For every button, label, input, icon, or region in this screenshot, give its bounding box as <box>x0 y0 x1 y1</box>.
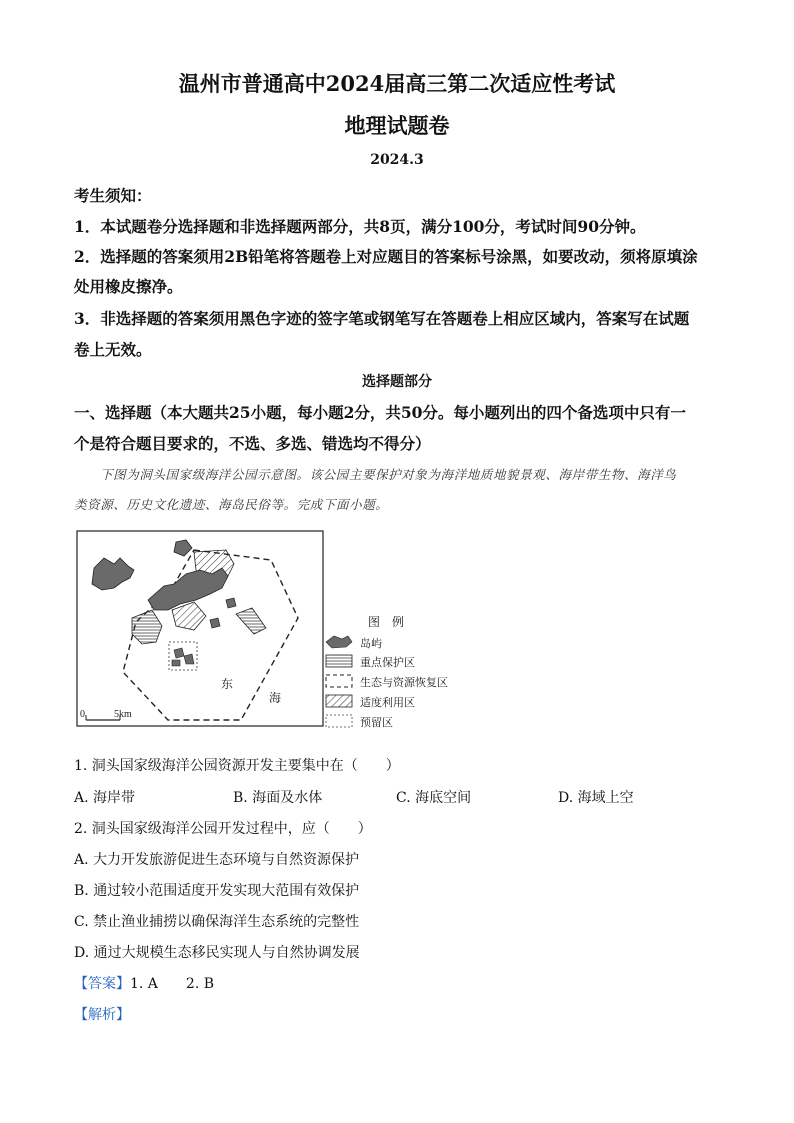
map-legend <box>320 612 470 737</box>
park-map-svg <box>76 530 326 728</box>
park-map <box>76 530 326 728</box>
legend-label-reserve: 预留区 <box>360 717 393 729</box>
notice-heading: 考生须知： <box>74 186 152 205</box>
question-1-option-c: C. 海底空间 <box>396 790 472 806</box>
question-2-option-a: A. 大力开发旅游促进生态环境与自然资源保护 <box>74 852 360 868</box>
legend-restoration-icon <box>326 675 352 687</box>
answer-value: 1. A 2. B <box>130 976 215 992</box>
legend-label-key-protection: 重点保护区 <box>360 657 415 669</box>
notice-item-3: 3．非选择题的答案须用黑色字迹的签字笔或钢笔写在答题卷上相应区域内，答案写在试题 <box>74 309 690 328</box>
question-1-option-b: B. 海面及水体 <box>233 790 323 806</box>
question-1-option-a: A. 海岸带 <box>74 790 136 806</box>
question-2-stem: 2. 洞头国家级海洋公园开发过程中，应（ ） <box>74 821 372 837</box>
scale-zero: 0 <box>80 709 85 720</box>
answer-row <box>74 973 214 993</box>
notice-item-2: 2．选择题的答案须用2B铅笔将答题卷上对应题目的答案标号涂黑，如要改动，须将原填涂 <box>74 247 698 266</box>
legend-key-protection-icon <box>326 655 352 667</box>
question-2-option-c: C. 禁止渔业捕捞以确保海洋生态系统的完整性 <box>74 914 360 930</box>
legend-island-icon <box>326 636 352 648</box>
sea-label-2: 海 <box>269 691 282 705</box>
island-reserve-2 <box>184 654 194 664</box>
question-2-option-b: B. 通过较小范围适度开发实现大范围有效保护 <box>74 883 360 899</box>
island-reserve-1 <box>174 648 184 658</box>
exam-title: 温州市普通高中2024届高三第二次适应性考试 <box>178 71 616 96</box>
section-instruction-1: 一、选择题（本大题共25小题，每小题2分，共50分。每小题列出的四个备选项中只有一 <box>74 403 686 422</box>
subject-title: 地理试题卷 <box>344 113 450 138</box>
legend-label-restoration: 生态与资源恢复区 <box>360 677 448 689</box>
section-title: 选择题部分 <box>362 374 432 390</box>
notice-item-3-cont: 卷上无效。 <box>74 340 152 359</box>
intro-line-2: 类资源、历史文化遗迹、海岛民俗等。完成下面小题。 <box>74 497 389 512</box>
legend-svg <box>320 612 470 737</box>
question-2-option-d: D. 通过大规模生态移民实现人与自然协调发展 <box>74 945 360 961</box>
legend-reserve-icon <box>326 715 352 727</box>
scale-label: 5km <box>114 709 132 720</box>
sea-label-1: 东 <box>221 677 234 691</box>
island-reserve-3 <box>172 660 180 666</box>
legend-title: 图 例 <box>368 615 405 629</box>
legend-label-island: 岛屿 <box>360 638 382 650</box>
notice-item-2-cont: 处用橡皮擦净。 <box>74 277 183 296</box>
section-instruction-2: 个是符合题目要求的，不选、多选、错选均不得分） <box>74 434 431 453</box>
island-small-1 <box>226 598 236 608</box>
exam-date: 2024.3 <box>370 152 424 168</box>
question-1-stem: 1. 洞头国家级海洋公园资源开发主要集中在（ ） <box>74 758 400 774</box>
notice-item-1: 1．本试题卷分选择题和非选择题两部分，共8页，满分100分，考试时间90分钟。 <box>74 217 646 236</box>
legend-moderate-use-icon <box>326 695 352 707</box>
analysis-label: 【解析】 <box>74 1007 130 1023</box>
intro-line-1: 下图为洞头国家级海洋公园示意图。该公园主要保护对象为海洋地质地貌景观、海岸带生物、海洋鸟 <box>100 467 677 482</box>
legend-label-moderate-use: 适度利用区 <box>360 697 415 709</box>
answer-label: 【答案】 <box>74 976 130 992</box>
island-small-2 <box>210 618 220 628</box>
question-1-option-d: D. 海域上空 <box>558 790 634 806</box>
